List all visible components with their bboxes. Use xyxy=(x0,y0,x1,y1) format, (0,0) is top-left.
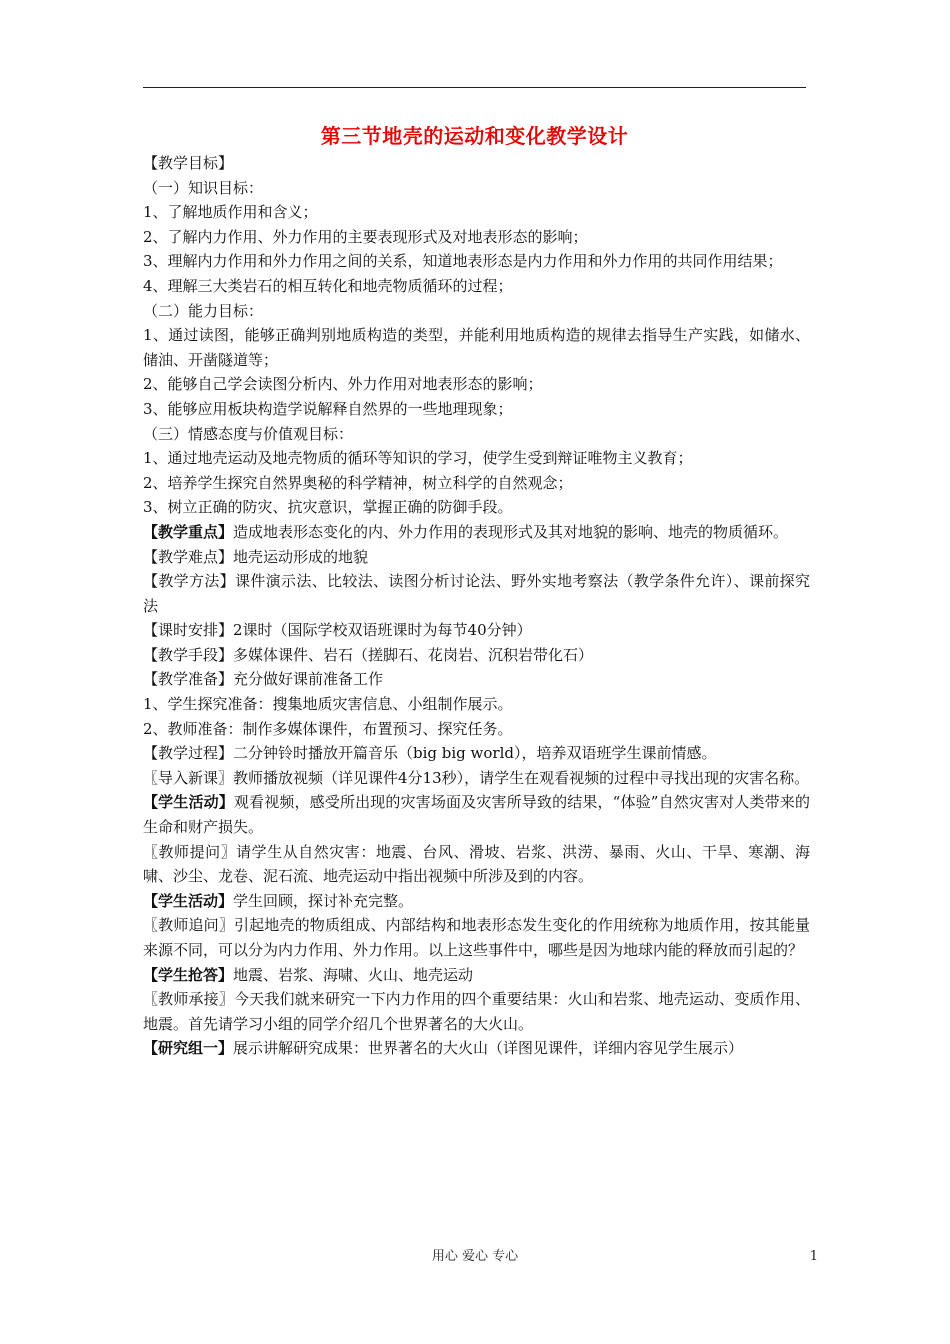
paragraph xyxy=(143,299,810,324)
paragraph-text: 地震、岩浆、海啸、火山、地壳运动 xyxy=(233,965,474,984)
paragraph xyxy=(143,446,810,471)
paragraph-text: 造成地表形态变化的内、外力作用的表现形式及其对地貌的影响、地壳的物质循环。 xyxy=(233,522,789,541)
paragraph xyxy=(143,471,810,496)
paragraph xyxy=(143,913,810,962)
paragraph xyxy=(143,569,810,618)
paragraph xyxy=(143,545,810,570)
paragraph xyxy=(143,692,810,717)
paragraph xyxy=(143,274,810,299)
paragraph-label: 【教学重点】 xyxy=(143,522,234,541)
paragraph-text: 1、通过读图，能够正确判别地质构造的类型，并能利用地质构造的规律去指导生产实践，如储水、储油、开凿隧道等； xyxy=(143,326,810,369)
paragraph-text: 〖教师提问〗请学生从自然灾害：地震、台风、滑坡、岩浆、洪涝、暴雨、火山、干旱、寒潮、海啸、沙尘、龙卷、泥石流、地壳运动中指出视频中所涉及到的内容。 xyxy=(143,842,810,886)
paragraph-text: 【教学手段】多媒体课件、岩石（搓脚石、花岗岩、沉积岩带化石） xyxy=(143,645,594,664)
paragraph xyxy=(143,963,810,988)
paragraph-text: 【教学目标】 xyxy=(143,154,234,172)
paragraph-label: 【研究组一】 xyxy=(143,1039,234,1058)
paragraph xyxy=(143,1036,810,1061)
paragraph xyxy=(143,249,810,274)
paragraph-text: 4、理解三大类岩石的相互转化和地壳物质循环的过程； xyxy=(143,276,513,295)
paragraph-text: 2、教师准备：制作多媒体课件，布置预习、探究任务。 xyxy=(143,719,513,738)
paragraph-text: 学生回顾，探讨补充完整。 xyxy=(233,891,414,910)
paragraph-text: （三）情感态度与价值观目标： xyxy=(143,424,354,443)
paragraph-text: 〖教师承接〗今天我们就来研究一下内力作用的四个重要结果：火山和岩浆、地壳运动、变质作用、地震。首先请学习小组的同学介绍几个世界著名的大火山。 xyxy=(143,990,810,1033)
paragraph xyxy=(143,790,810,839)
paragraph-text: （一）知识目标： xyxy=(143,178,264,197)
header-rule xyxy=(143,87,806,88)
paragraph xyxy=(143,397,810,422)
paragraph-text: 〖导入新课〗教师播放视频（详见课件4分13秒），请学生在观看视频的过程中寻找出现的灾害名称。 xyxy=(143,768,810,787)
paragraph-text: （二）能力目标： xyxy=(143,301,264,320)
paragraph-text: 【教学难点】地壳运动形成的地貌 xyxy=(143,547,369,566)
paragraph-text: 〖教师追问〗引起地壳的物质组成、内部结构和地表形态发生变化的作用统称为地质作用，按其能量来源不同，可以分为内力作用、外力作用。以上这些事件中，哪些是因为地球内能的释放而引起的？ xyxy=(143,916,810,959)
paragraph-label: 【学生抢答】 xyxy=(143,965,234,984)
paragraph-text: 3、能够应用板块构造学说解释自然界的一些地理现象； xyxy=(143,399,513,418)
paragraph-label: 【学生活动】 xyxy=(143,793,234,812)
paragraph-text: 【教学准备】充分做好课前准备工作 xyxy=(143,670,384,689)
paragraph-text: 观看视频，感受所出现的灾害场面及灾害所导致的结果，“体验”自然灾害对人类带来的生命和财产损失。 xyxy=(143,793,810,837)
paragraph-text: 3、树立正确的防灾、抗灾意识，掌握正确的防御手段。 xyxy=(143,498,513,517)
paragraph-text: 【课时安排】2课时（国际学校双语班课时为每节40分钟） xyxy=(143,621,532,640)
document-body xyxy=(143,151,810,1061)
page-number: 1 xyxy=(809,1249,818,1264)
paragraph-text: 展示讲解研究成果：世界著名的大火山（详图见课件，详细内容见学生展示） xyxy=(233,1039,744,1058)
paragraph xyxy=(143,766,810,791)
paragraph-text: 【教学过程】二分钟铃时播放开篇音乐（big big world），培养双语班学生课前情感。 xyxy=(143,744,717,763)
paragraph xyxy=(143,667,810,692)
paragraph xyxy=(143,618,810,643)
paragraph xyxy=(143,520,810,545)
paragraph xyxy=(143,372,810,397)
document-title: 第三节地壳的运动和变化教学设计 xyxy=(320,124,629,148)
paragraph-text: 2、培养学生探究自然界奥秘的科学精神，树立科学的自然观念； xyxy=(143,473,573,492)
paragraph xyxy=(143,323,810,372)
paragraph-text: 2、能够自己学会读图分析内、外力作用对地表形态的影响； xyxy=(143,375,543,394)
paragraph-text: 2、了解内力作用、外力作用的主要表现形式及对地表形态的影响； xyxy=(143,227,588,246)
paragraph xyxy=(143,422,810,447)
paragraph xyxy=(143,495,810,520)
paragraph-label: 【学生活动】 xyxy=(143,891,234,910)
paragraph-text: 1、学生探究准备：搜集地质灾害信息、小组制作展示。 xyxy=(143,695,513,714)
footer-motto: 用心 爱心 专心 xyxy=(431,1249,519,1264)
paragraph xyxy=(143,643,810,668)
paragraph xyxy=(143,151,810,176)
paragraph xyxy=(143,840,810,889)
paragraph xyxy=(143,200,810,225)
paragraph xyxy=(143,987,810,1036)
paragraph-text: 3、理解内力作用和外力作用之间的关系，知道地表形态是内力作用和外力作用的共同作用结果； xyxy=(143,252,783,271)
paragraph xyxy=(143,889,810,914)
paragraph xyxy=(143,176,810,201)
paragraph xyxy=(143,741,810,766)
paragraph-text: 1、通过地壳运动及地壳物质的循环等知识的学习，使学生受到辩证唯物主义教育； xyxy=(143,449,693,468)
paragraph-text: 1、了解地质作用和含义； xyxy=(143,203,318,222)
paragraph xyxy=(143,225,810,250)
paragraph xyxy=(143,717,810,742)
paragraph-text: 【教学方法】课件演示法、比较法、读图分析讨论法、野外实地考察法（教学条件允许）、课前探究法 xyxy=(143,572,810,615)
